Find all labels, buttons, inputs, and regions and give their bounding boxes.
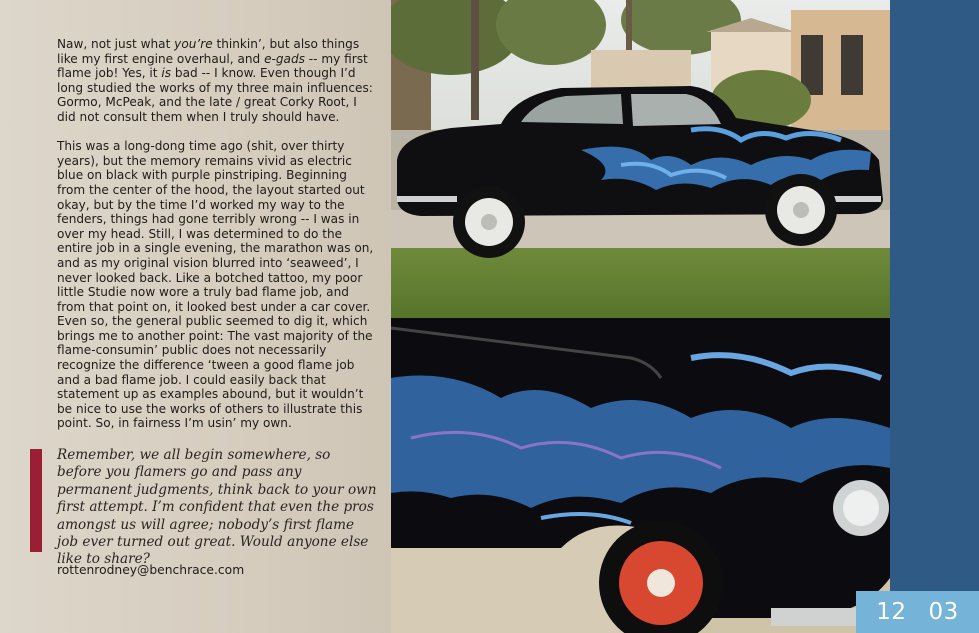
article-body (57, 37, 375, 446)
paragraph-text: -- my first flame job! Yes, it (57, 51, 368, 81)
paragraph-text: bad -- I know. Even though I’d long studied the works of my three main influences: Gormo, McPeak, and the late / great Corky Root, I did not consult them when I truly should have. (57, 66, 373, 124)
emphasis-text: is (161, 66, 172, 81)
emphasis-text: e-gads (264, 51, 305, 66)
article-paragraph (57, 139, 375, 431)
page-number-left: 12 (876, 599, 907, 625)
side-color-band (890, 0, 979, 633)
pull-quote-text: Remember, we all begin somewhere, so before you flamers go and pass any permanent judgments, think back to your own first attempt. I’m confident that even the pros amongst us will agree; nobody’s first flame job ever turned out great. Would anyone else like to share? (57, 447, 377, 568)
page-number-right: 03 (928, 599, 959, 625)
page-number-box (856, 591, 979, 633)
emphasis-text: you’re (174, 37, 213, 51)
paragraph-text: Naw, not just what (57, 37, 175, 51)
text-panel (0, 0, 391, 633)
paragraph-text: thinkin’, but also things like my first engine overhaul, and (57, 37, 360, 66)
flame-closeup-photo (391, 318, 890, 633)
article-paragraph (57, 37, 375, 125)
paragraph-text: This was a long-dong time ago (shit, over thirty years), but the memory remains vivid as electric blue on black with purple pinstriping. Beginning from the center of the hood, the layout started out okay, but by the time I’d worked my way to the fenders, things had gone terribly wrong -- I was in over my head. Still, I was determined to do the entire job in a single evening, the marathon was on, and as my original vision blurred into ‘seaweed’, I never looked back. Like a botched tattoo, my poor little Studie now wore a truly bad flame job, and from that point on, it looked best under a car cover. Even so, the general public seemed to dig it, which brings me to another point: The vast majority of the flame-consumin’ public does not necessarily recognize the difference ‘tween a good flame job and a bad flame job. I could easily back that statement up as examples abound, but it wouldn’t be nice to use the works of others to illustrate this point. So, in fairness I’m usin’ my own. (57, 139, 374, 431)
car-profile-photo (391, 0, 890, 318)
pull-quote (30, 447, 377, 568)
pull-quote-accent-bar (30, 449, 42, 552)
author-email[interactable]: rottenrodney@benchrace.com (57, 563, 245, 577)
